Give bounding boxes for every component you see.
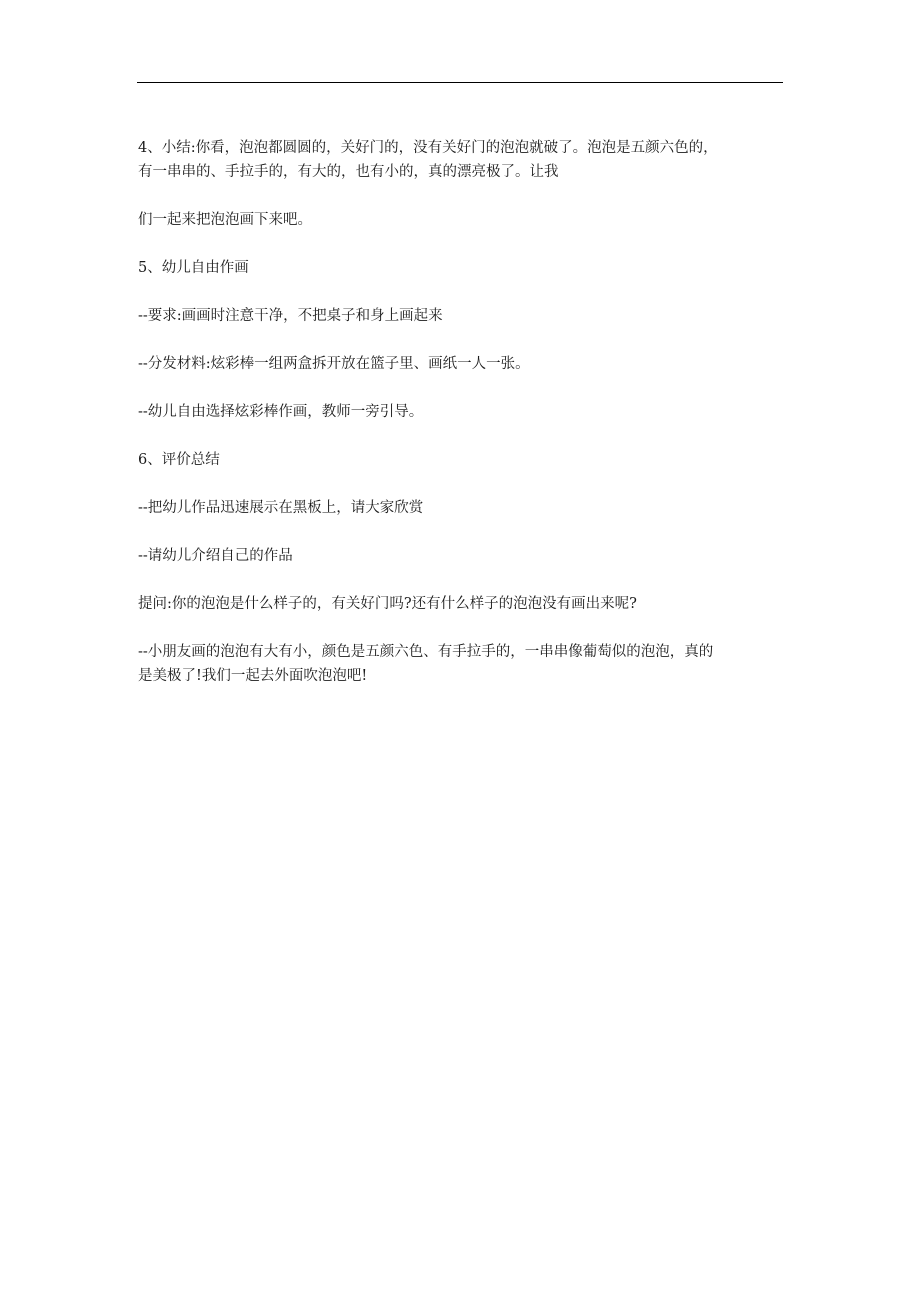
paragraph-requirements — [138, 304, 788, 328]
paragraph-line: 4、小结:你看，泡泡都圆圆的，关好门的，没有关好门的泡泡就破了。泡泡是五颜六色的， — [138, 140, 718, 156]
paragraph-line: --分发材料:炫彩棒一组两盒拆开放在篮子里、画纸一人一张。 — [138, 356, 530, 372]
paragraph-line: 提问:你的泡泡是什么样子的，有关好门吗?还有什么样子的泡泡没有画出来呢? — [138, 596, 637, 612]
paragraph-materials — [138, 352, 788, 376]
paragraph-line: --请幼儿介绍自己的作品 — [138, 548, 293, 564]
paragraph-question — [138, 592, 788, 616]
paragraph-display — [138, 496, 788, 520]
paragraph-introduce — [138, 544, 788, 568]
paragraph-free-choice — [138, 400, 788, 424]
paragraph-line: 们一起来把泡泡画下来吧。 — [138, 212, 312, 228]
paragraph-line: 是美极了!我们一起去外面吹泡泡吧! — [138, 668, 368, 684]
section-heading-free-drawing — [138, 256, 788, 280]
paragraph-line: --小朋友画的泡泡有大有小，颜色是五颜六色、有手拉手的，一串串像葡萄似的泡泡，真的 — [138, 644, 714, 660]
paragraph-summary — [138, 136, 788, 184]
section-heading-evaluation — [138, 448, 788, 472]
header-rule — [137, 82, 783, 83]
paragraph-line: --把幼儿作品迅速展示在黑板上，请大家欣赏 — [138, 500, 424, 516]
document-body — [138, 136, 788, 712]
paragraph-line: 有一串串的、手拉手的，有大的，也有小的，真的漂亮极了。让我 — [138, 164, 559, 180]
heading-text: 5、幼儿自由作画 — [138, 260, 249, 276]
paragraph-conclusion — [138, 640, 788, 688]
paragraph-line: --幼儿自由选择炫彩棒作画，教师一旁引导。 — [138, 404, 424, 420]
paragraph-continuation — [138, 208, 788, 232]
paragraph-line: --要求:画画时注意干净，不把桌子和身上画起来 — [138, 308, 443, 324]
heading-text: 6、评价总结 — [138, 452, 220, 468]
